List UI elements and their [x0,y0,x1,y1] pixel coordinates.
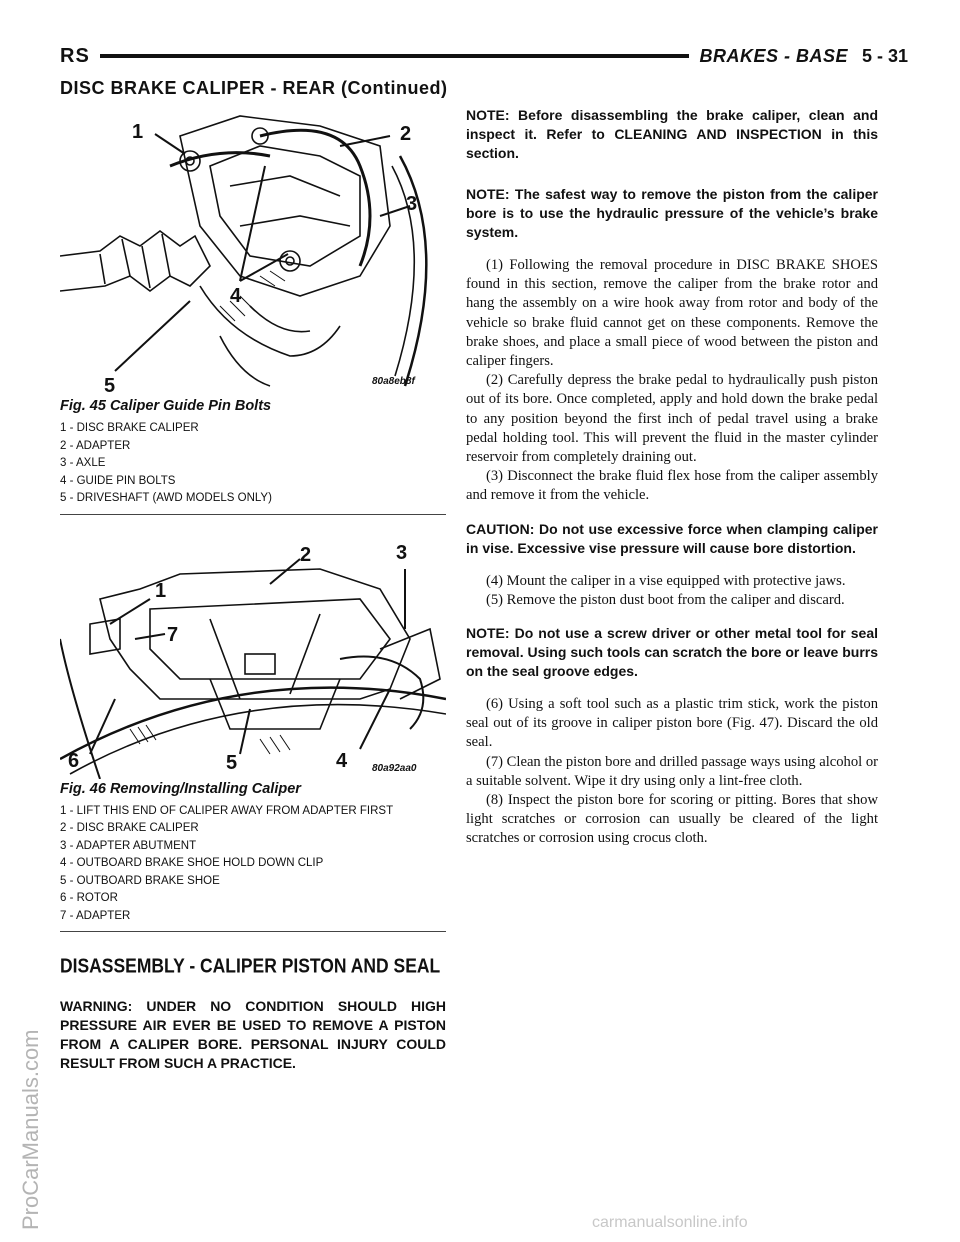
figure-46-caption: Fig. 46 Removing/Installing Caliper [60,780,301,797]
callout-5: 5 [226,751,238,774]
figure-45-code: 80a8eb8f [372,376,415,387]
header-rule [100,54,690,58]
note-no-metal-tool: NOTE: Do not use a screw driver or other metal tool for seal removal. Using such tools can scratch the bore or leave burrs on the seal groove edges. [466,625,878,680]
callout-4: 4 [336,749,348,772]
step-4: (4) Mount the caliper in a vise equipped with protective jaws. [486,572,846,589]
continued-title: DISC BRAKE CALIPER - REAR (Continued) [60,78,448,98]
callout-2: 2 [300,543,312,566]
callout-3: 3 [406,193,418,215]
note-hydraulic-pressure: NOTE: The safest way to remove the piston from the caliper bore is to use the hydraulic pressure of the vehicle’s brake system. [466,186,878,240]
figure-45-illustration [60,106,446,396]
callout-7: 7 [167,623,179,646]
callout-1: 1 [132,121,144,143]
step-6: (6) Using a soft tool such as a plastic trim stick, work the piston seal out of its groove in caliper piston bore (Fig. 47). Discard the old seal. [466,696,878,751]
step-8: (8) Inspect the piston bore for scoring or pitting. Bores that show light scratches or corrosion can usually be cleared of the light scratches or corrosion using crocus cloth. [466,792,878,847]
right-column [466,106,878,849]
section-heading: DISASSEMBLY - CALIPER PISTON AND SEAL [60,954,441,977]
legend-item: 5 - OUTBOARD BRAKE SHOE [60,874,220,887]
legend-item: 3 - ADAPTER ABUTMENT [60,839,197,852]
legend-item: 4 - OUTBOARD BRAKE SHOE HOLD DOWN CLIP [60,857,324,869]
callout-6: 6 [68,749,80,772]
page-header [60,44,908,68]
legend-item: 5 - DRIVESHAFT (AWD MODELS ONLY) [60,492,272,504]
figure-45 [60,106,446,396]
step-7: (7) Clean the piston bore and drilled passage ways using alcohol or a suitable solvent. Wipe it dry using only a lint-free cloth. [466,753,878,789]
header-model-code: RS [60,44,90,67]
figure-46-divider [60,931,446,932]
header-page-number: 5 - 31 [861,45,908,66]
footer-watermark: carmanualsonline.info [592,1214,748,1231]
legend-item: 7 - ADAPTER [60,909,131,922]
step-5: (5) Remove the piston dust boot from the caliper and discard. [486,591,845,608]
legend-item: 2 - DISC BRAKE CALIPER [60,822,199,834]
step-2: (2) Carefully depress the brake pedal to hydraulically push piston out of its bore. Once completed, apply and hold down the brake pedal to any position beyond the first inch of pedal travel using a brake pedal holding tool. This will prevent the fluid in the master cylinder reservoir from completely draining out. [466,372,878,466]
legend-item: 1 - DISC BRAKE CALIPER [60,422,199,434]
figure-46-illustration [60,529,446,779]
callout-2: 2 [400,123,412,145]
note-clean-inspect: NOTE: Before disassembling the brake caliper, clean and inspect it. Refer to CLEANING AND INSPECTION in this section. [466,107,878,161]
legend-item: 1 - LIFT THIS END OF CALIPER AWAY FROM ADAPTER FIRST [60,804,394,817]
figure-46 [60,529,446,779]
callout-4: 4 [230,285,242,307]
legend-item: 3 - AXLE [60,457,106,469]
callout-5: 5 [104,375,116,396]
side-watermark [14,510,44,1230]
figure-45-caption: Fig. 45 Caliper Guide Pin Bolts [60,398,272,414]
callout-3: 3 [396,541,408,564]
step-1: (1) Following the removal procedure in DISC BRAKE SHOES found in this section, remove the caliper from the brake rotor and hang the assembly on a wire hook away from rotor and body of the vehicle so brake fluid cannot get on these components. Remove the brake shoes, and place a small piece of wood between the piston and caliper fingers. [466,257,878,370]
legend-item: 6 - ROTOR [60,892,118,904]
figure-46-legend [60,803,446,926]
side-watermark-text: ProCarManuals.com [18,1029,43,1230]
caution-text: CAUTION: Do not use excessive force when clamping caliper in vise. Excessive vise pressure will cause bore distortion. [466,520,878,556]
left-column [60,106,446,1087]
figure-46-code: 80a92aa0 [372,762,417,774]
legend-item: 2 - ADAPTER [60,439,131,452]
warning-text: WARNING: UNDER NO CONDITION SHOULD HIGH PRESSURE AIR EVER BE USED TO REMOVE A PISTON FROM A CALIPER BORE. PERSONAL INJURY COULD RESULT FROM SUCH A PRACTICE. [60,998,446,1071]
figure-45-divider [60,514,446,515]
step-3: (3) Disconnect the brake fluid flex hose from the caliper assembly and remove it from the vehicle. [466,468,878,504]
callout-1: 1 [155,579,167,602]
figure-45-legend [60,420,446,508]
legend-item: 4 - GUIDE PIN BOLTS [60,474,176,487]
header-section-title: BRAKES - BASE [699,45,848,66]
